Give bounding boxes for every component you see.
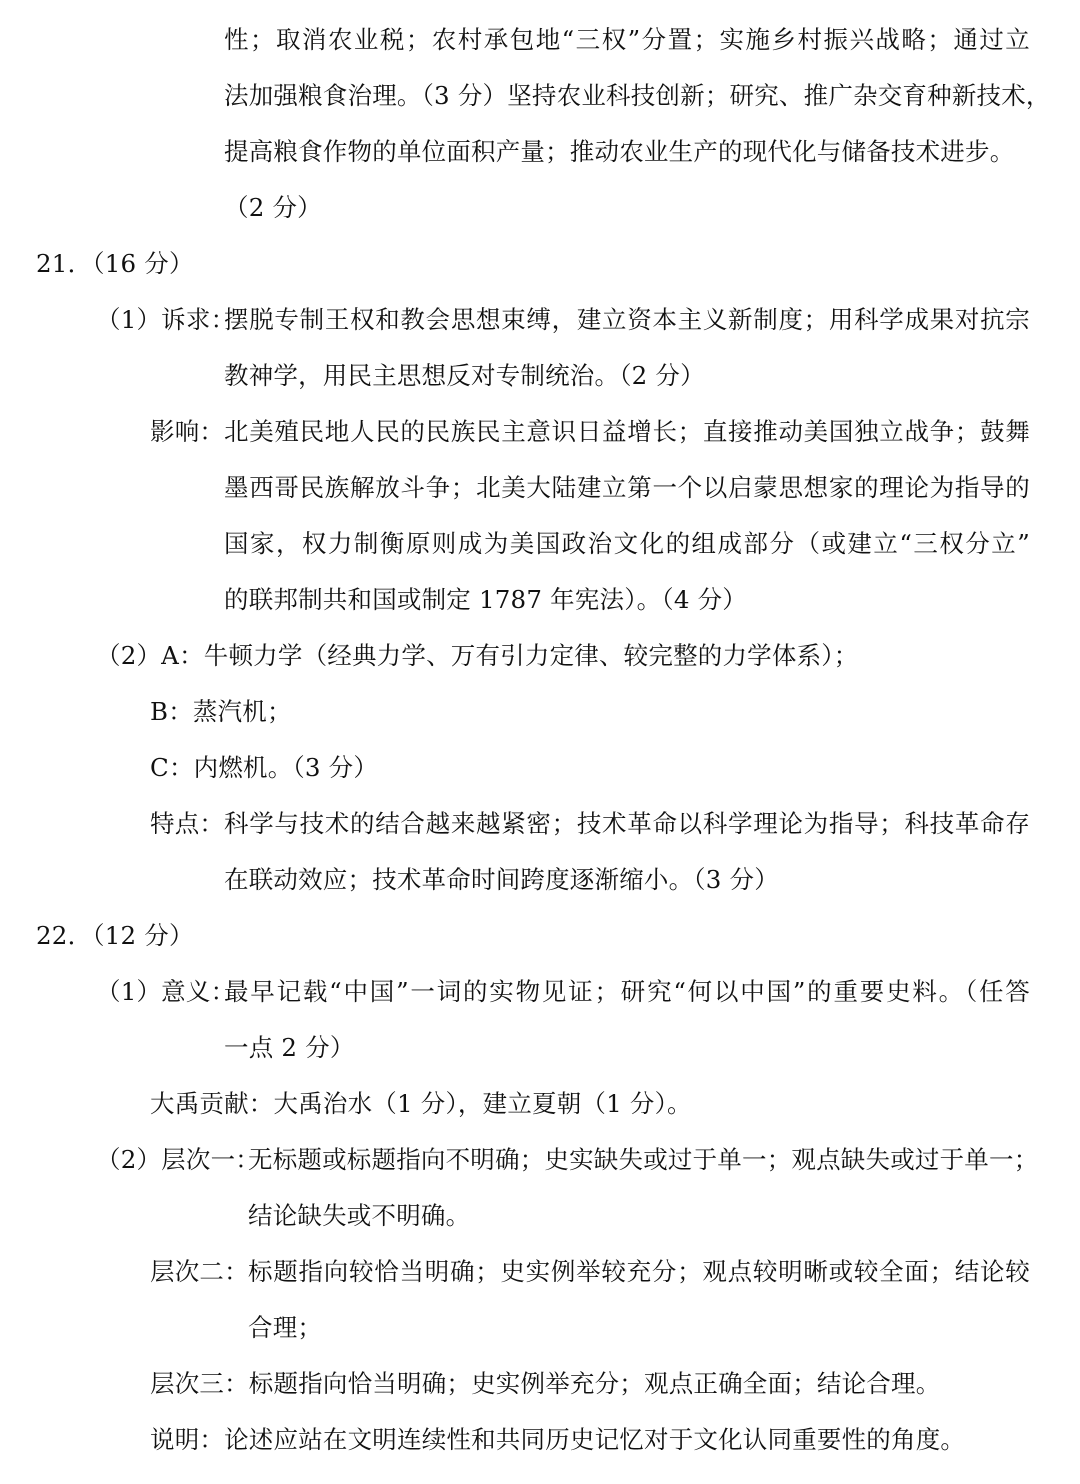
q21-heading: 21．（16 分） bbox=[36, 249, 194, 278]
q21-impact-line-3: 国家，权力制衡原则成为美国政治文化的组成部分（或建立“三权分立” bbox=[224, 529, 1030, 558]
q22-p1-label: （1）意义： bbox=[96, 977, 236, 1006]
q22-level3: 层次三：标题指向恰当明确；史实例举充分；观点正确全面；结论合理。 bbox=[150, 1369, 941, 1398]
q22-level1-label: （2）层次一： bbox=[96, 1145, 260, 1174]
q21-p2-c: C：内燃机。（3 分） bbox=[150, 753, 379, 782]
q22-level2-line-2: 合理； bbox=[248, 1313, 323, 1342]
q22-note: 说明：论述应站在文明连续性和共同历史记忆对于文化认同重要性的角度。 bbox=[150, 1425, 966, 1454]
q20-line-1: 性；取消农业税；农村承包地“三权”分置；实施乡村振兴战略；通过立 bbox=[224, 25, 1030, 54]
q22-dayu: 大禹贡献：大禹治水（1 分），建立夏朝（1 分）。 bbox=[150, 1089, 692, 1118]
q22-level1-line-2: 结论缺失或不明确。 bbox=[248, 1201, 471, 1230]
q22-level2-label: 层次二： bbox=[150, 1257, 249, 1286]
q21-impact-line-1: 北美殖民地人民的民族民主意识日益增长；直接推动美国独立战争；鼓舞 bbox=[224, 417, 1030, 446]
q20-line-3: 提高粮食作物的单位面积产量；推动农业生产的现代化与储备技术进步。 bbox=[224, 137, 1015, 166]
q20-line-2: 法加强粮食治理。（3 分）坚持农业科技创新；研究、推广杂交育种新技术， bbox=[224, 81, 1051, 110]
q21-p1-line-1: 摆脱专制王权和教会思想束缚，建立资本主义新制度；用科学成果对抗宗 bbox=[224, 305, 1030, 334]
q21-p1-label: （1）诉求： bbox=[96, 305, 236, 334]
q20-line-4: （2 分） bbox=[224, 193, 322, 222]
q22-level1-line-1: 无标题或标题指向不明确；史实缺失或过于单一；观点缺失或过于单一； bbox=[248, 1145, 1039, 1174]
q22-level2-line-1: 标题指向较恰当明确；史实例举较充分；观点较明晰或较全面；结论较 bbox=[248, 1257, 1030, 1286]
q22-p1-line-2: 一点 2 分） bbox=[224, 1033, 355, 1062]
q21-feature-label: 特点： bbox=[150, 809, 225, 838]
q21-impact-label: 影响： bbox=[150, 417, 225, 446]
q21-p2-b: B：蒸汽机； bbox=[150, 697, 292, 726]
q22-heading: 22．（12 分） bbox=[36, 921, 194, 950]
q21-impact-line-4: 的联邦制共和国或制定 1787 年宪法）。（4 分） bbox=[224, 585, 747, 614]
q21-feature-line-2: 在联动效应；技术革命时间跨度逐渐缩小。（3 分） bbox=[224, 865, 779, 894]
q22-p1-line-1: 最早记载“中国”一词的实物见证；研究“何以中国”的重要史料。（任答 bbox=[224, 977, 1030, 1006]
q21-impact-line-2: 墨西哥民族解放斗争；北美大陆建立第一个以启蒙思想家的理论为指导的 bbox=[224, 473, 1030, 502]
q21-p2-a: （2）A：牛顿力学（经典力学、万有引力定律、较完整的力学体系）； bbox=[96, 641, 859, 670]
q21-feature-line-1: 科学与技术的结合越来越紧密；技术革命以科学理论为指导；科技革命存 bbox=[224, 809, 1030, 838]
q21-p1-line-2: 教神学，用民主思想反对专制统治。（2 分） bbox=[224, 361, 705, 390]
